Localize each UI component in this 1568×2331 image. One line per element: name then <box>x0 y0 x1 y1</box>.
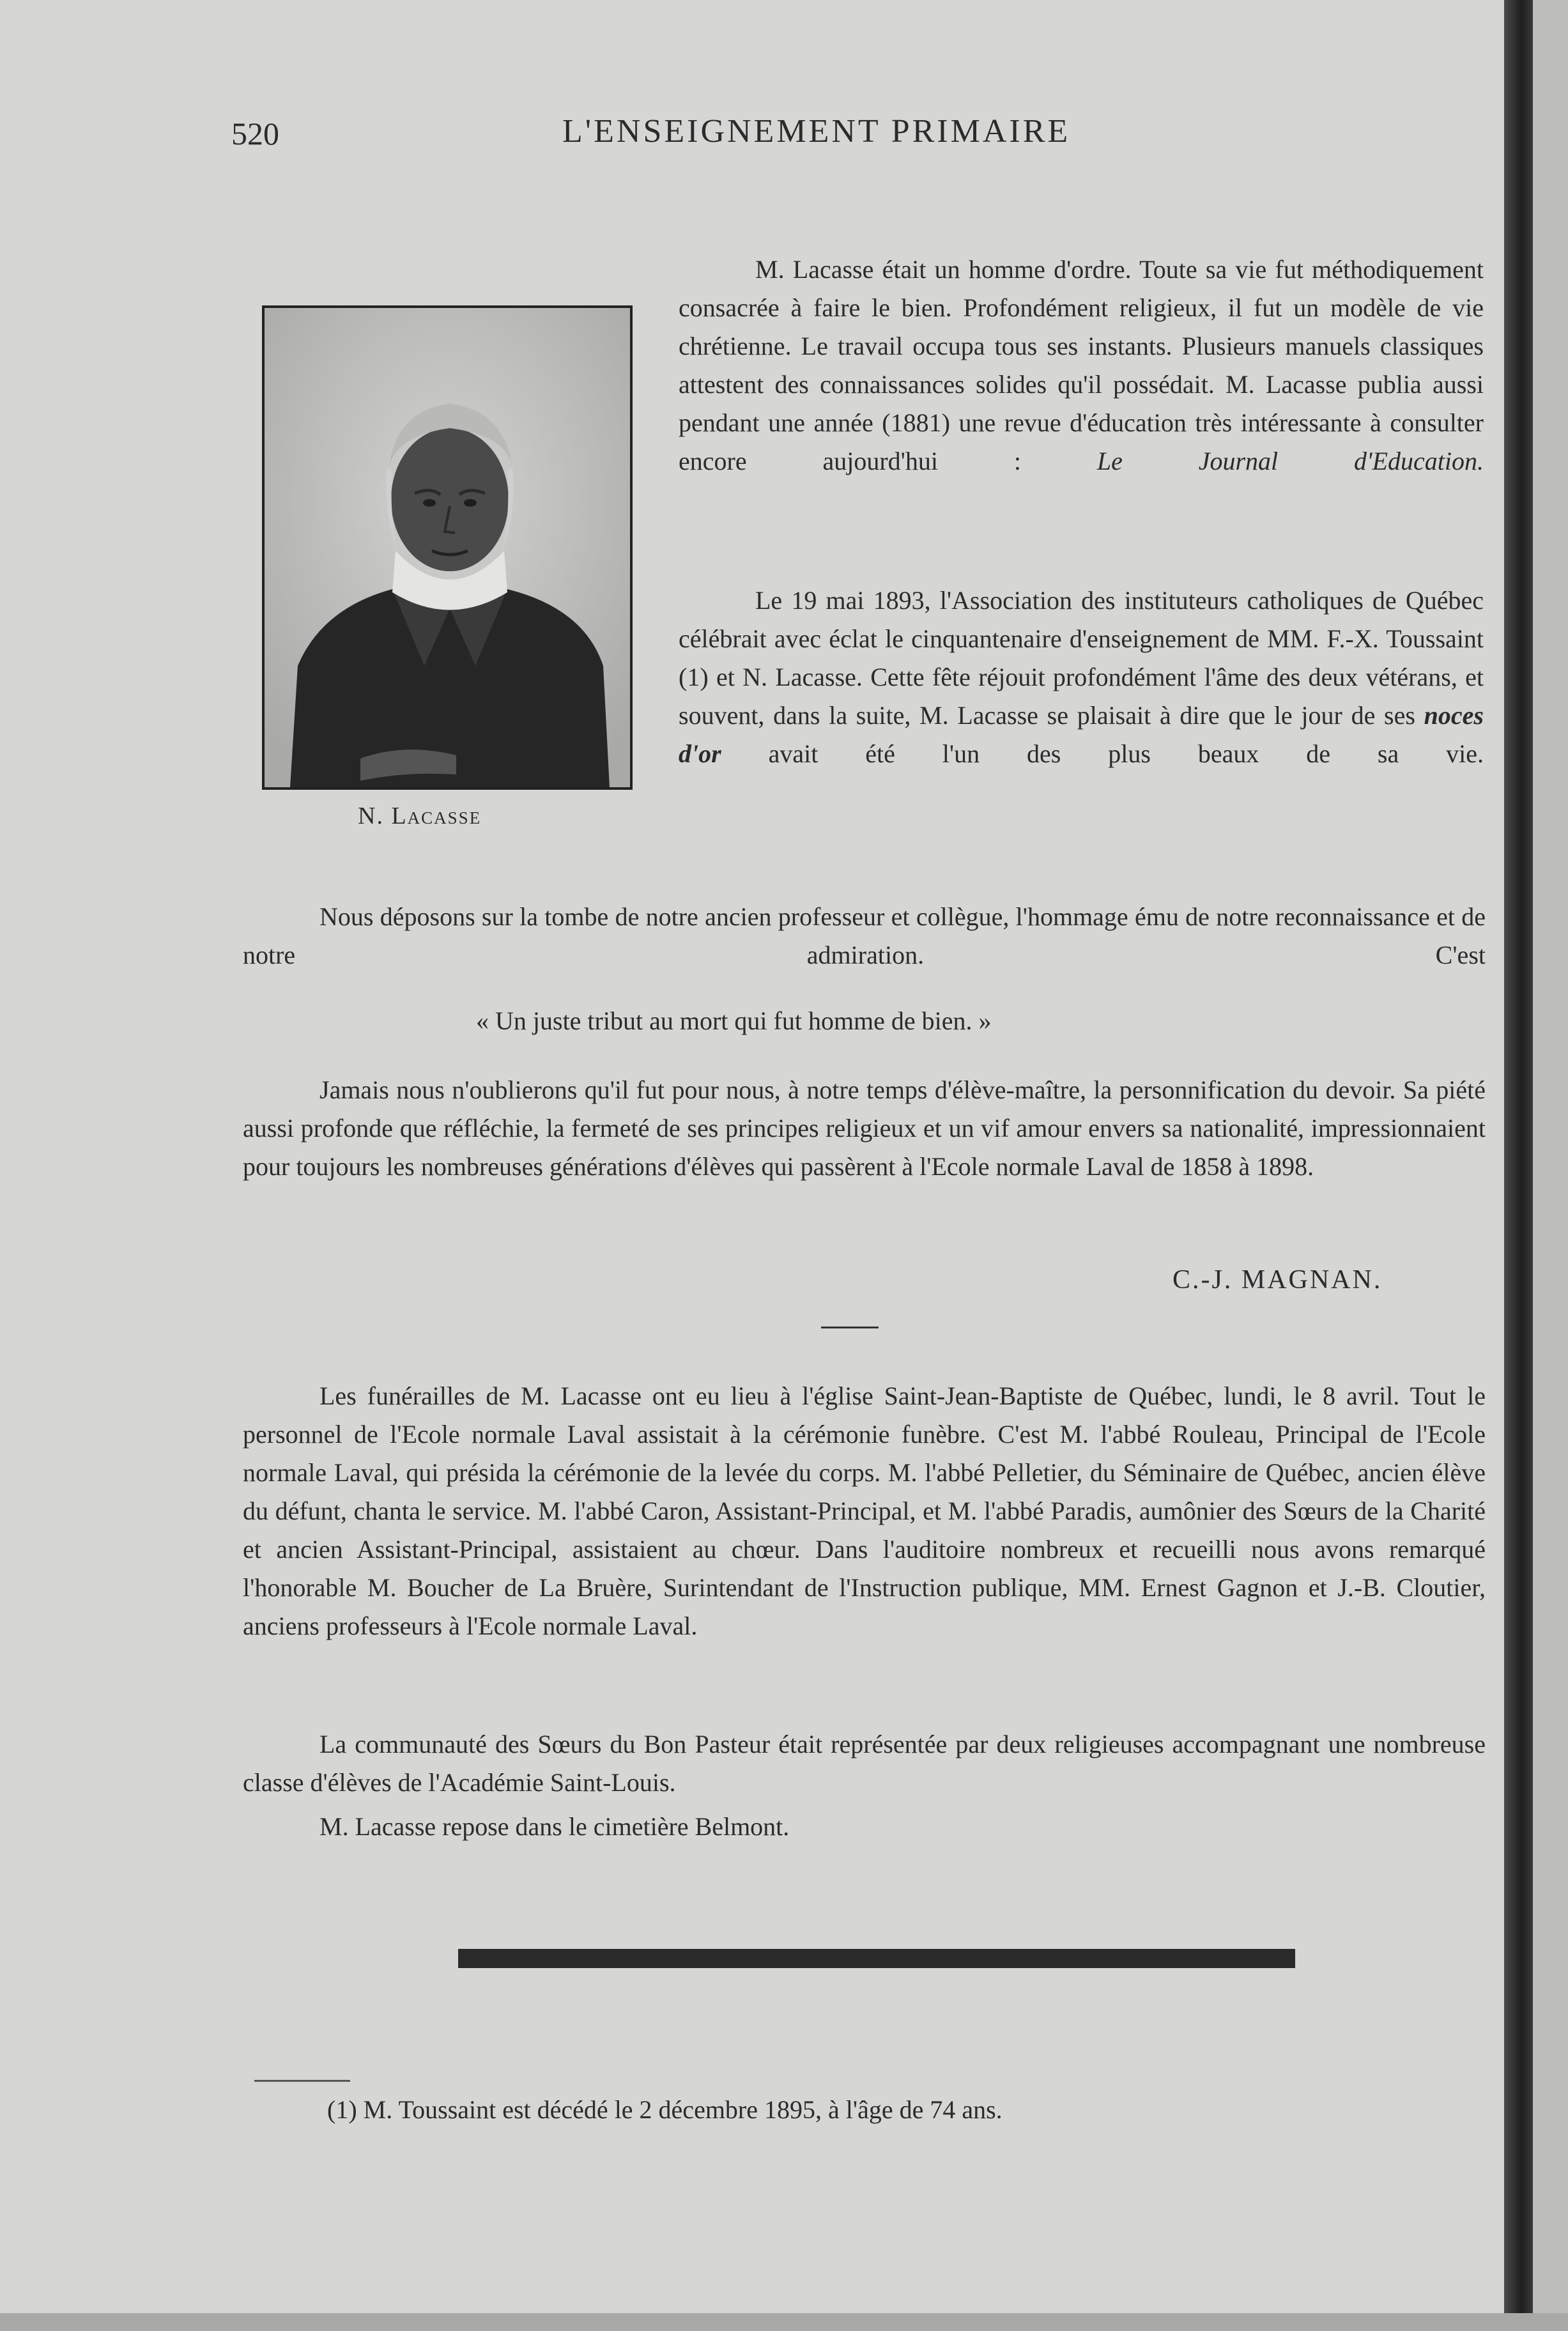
paragraph-2-text-b: avait été l'un des plus beaux de sa vie. <box>768 739 1484 768</box>
signature: C.-J. MAGNAN. <box>1172 1265 1383 1295</box>
scan-margin <box>1533 0 1568 2331</box>
noces-dor-emphasis: noces d'or <box>679 701 1484 768</box>
paragraph-4: Jamais nous n'oublierons qu'il fut pour nous, à notre temps d'élève-maître, la personnification du devoir. Sa piété aussi profonde que réfléchie, la fermeté de ses principes religieux et un vif amour envers sa nationalité, impressionnaient pour toujours les nombreuses générations d'élèves qui passèrent à l'Ecole normale Laval de 1858 à 1898. <box>243 1075 1486 1181</box>
book-spine-shadow <box>1504 0 1533 2331</box>
paragraph-1 <box>679 250 1484 481</box>
paragraph-3: Nous déposons sur la tombe de notre ancien professeur et collègue, l'hommage ému de notre reconnaissance et de notre admiration. C'est <box>243 902 1486 969</box>
thick-rule <box>458 1949 1295 1968</box>
paragraph-2 <box>679 581 1484 773</box>
paragraph-7: M. Lacasse repose dans le cimetière Belmont. <box>319 1812 790 1841</box>
running-title: L'ENSEIGNEMENT PRIMAIRE <box>562 113 1071 150</box>
portrait-caption: N. Lacasse <box>358 803 482 829</box>
paragraph-2-text-a: Le 19 mai 1893, l'Association des instituteurs catholiques de Québec célébrait avec éclat le cinquantenaire d'enseignement de MM. F.-X. Toussaint (1) et N. Lacasse. Cette fête réjouit profondément l'âme des deux vétérans, et souvent, dans la suite, M. Lacasse se plaisait à dire que le jour de ses <box>679 586 1484 730</box>
footnote-rule <box>254 2080 350 2082</box>
paragraph-1-text: M. Lacasse était un homme d'ordre. Toute sa vie fut méthodiquement consacrée à faire le bien. Profondément religieux, il fut un modèle de vie chrétienne. Le travail occupa tous ses instants. Plusieurs manuels classiques attestent des connaissances solides qu'il possédait. M. Lacasse publia aussi pendant une année (1881) une revue d'éducation très intéressante à consulter encore aujourd'hui : <box>679 255 1484 475</box>
portrait-photo <box>262 305 633 790</box>
section-divider <box>821 1327 879 1328</box>
page-number: 520 <box>231 116 279 151</box>
paragraph-6: La communauté des Sœurs du Bon Pasteur était représentée par deux religieuses accompagnant une nombreuse classe d'élèves de l'Académie Saint-Louis. <box>243 1730 1486 1797</box>
quotation: « Un juste tribut au mort qui fut homme de bien. » <box>476 1006 992 1035</box>
journal-title: Le Journal d'Education. <box>1096 447 1484 475</box>
paragraph-5: Les funérailles de M. Lacasse ont eu lieu à l'église Saint-Jean-Baptiste de Québec, lundi, le 8 avril. Tout le personnel de l'Ecole normale Laval assistait à la cérémonie funèbre. C'est M. l'abbé Rouleau, Principal de l'Ecole normale Laval, qui présida la cérémonie de la levée du corps. M. l'abbé Pelletier, du Séminaire de Québec, ancien élève du défunt, chanta le service. M. l'abbé Caron, Assistant-Principal, et M. l'abbé Paradis, aumônier des Sœurs de la Charité et ancien Assistant-Principal, assistaient au chœur. Dans l'auditoire nombreux et recueilli nous avons remarqué l'honorable M. Boucher de La Bruère, Surintendant de l'Instruction publique, MM. Ernest Gagnon et J.-B. Cloutier, anciens professeurs à l'Ecole normale Laval. <box>243 1381 1486 1640</box>
footnote: (1) M. Toussaint est décédé le 2 décembre 1895, à l'âge de 74 ans. <box>327 2095 1003 2124</box>
portrait-image <box>265 308 630 787</box>
scan-bottom-margin <box>0 2313 1568 2331</box>
